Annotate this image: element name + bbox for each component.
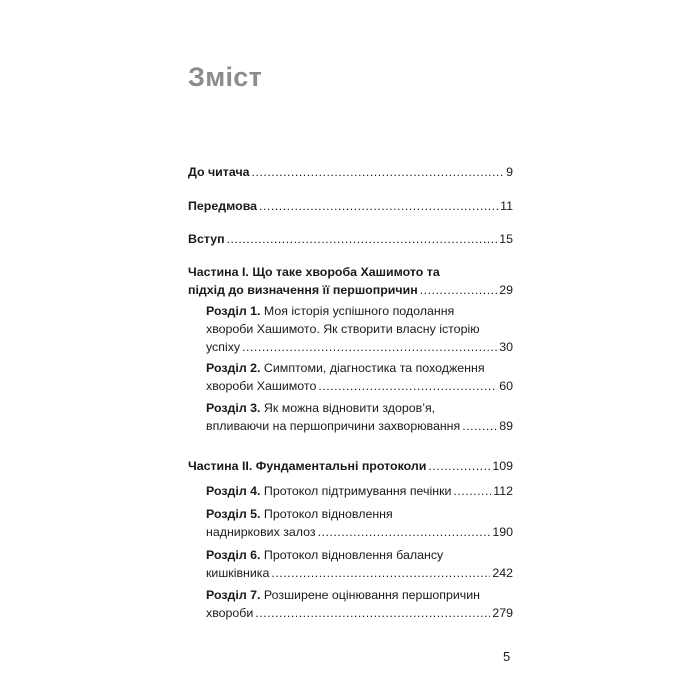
toc-page-number: 89 bbox=[499, 419, 513, 433]
toc-entry-to-reader[interactable] bbox=[188, 163, 513, 181]
toc-entry-foreword[interactable] bbox=[188, 197, 513, 215]
toc-entry-chapter-6[interactable] bbox=[206, 546, 513, 582]
toc-page-number: 30 bbox=[499, 340, 513, 354]
toc-entry-label: Частина II. Фундаментальні протоколи bbox=[188, 459, 427, 473]
toc-entry-line: підхід до визначення її першопричин bbox=[188, 283, 418, 297]
chapter-prefix: Розділ 3. bbox=[206, 401, 261, 415]
toc-page-number: 242 bbox=[492, 566, 513, 580]
toc-page-number: 15 bbox=[499, 232, 513, 246]
toc-entry-chapter-1[interactable] bbox=[206, 302, 513, 356]
leader-dots bbox=[252, 163, 505, 181]
toc-entry-line: Протокол підтримування печінки bbox=[260, 484, 452, 498]
leader-dots bbox=[242, 338, 497, 356]
chapter-prefix: Розділ 2. bbox=[206, 361, 261, 375]
toc-entry-line: хвороби bbox=[206, 606, 254, 620]
chapter-prefix: Розділ 6. bbox=[206, 548, 261, 562]
toc-entry-line: Протокол відновлення балансу bbox=[260, 548, 444, 562]
leader-dots bbox=[227, 230, 498, 248]
leader-dots bbox=[318, 377, 497, 395]
toc-entry-line: кишківника bbox=[206, 566, 270, 580]
toc-entry-chapter-5[interactable] bbox=[206, 505, 513, 541]
leader-dots bbox=[255, 604, 490, 622]
toc-entry-line: надниркових залоз bbox=[206, 525, 316, 539]
toc-entry-line: Частина I. Що таке хвороба Хашимото та bbox=[188, 265, 440, 279]
leader-dots bbox=[259, 197, 498, 215]
toc-entry-part-1[interactable] bbox=[188, 263, 513, 299]
toc-entry-chapter-4[interactable] bbox=[206, 482, 513, 500]
toc-entry-line: успіху bbox=[206, 340, 241, 354]
toc-entry-chapter-7[interactable] bbox=[206, 586, 513, 622]
chapter-prefix: Розділ 1. bbox=[206, 304, 261, 318]
toc-page-number: 109 bbox=[492, 459, 513, 473]
toc-entry-part-2[interactable] bbox=[188, 457, 513, 475]
leader-dots bbox=[271, 564, 490, 582]
toc-page-number: 9 bbox=[506, 165, 513, 179]
toc-page-number: 190 bbox=[492, 525, 513, 539]
toc-entry-line: Як можна відновити здоров’я, bbox=[260, 401, 436, 415]
page-title: Зміст bbox=[188, 62, 263, 92]
toc-entry-label: Вступ bbox=[188, 232, 225, 246]
leader-dots bbox=[420, 281, 497, 299]
chapter-prefix: Розділ 5. bbox=[206, 507, 261, 521]
toc-page-number: 11 bbox=[500, 199, 513, 213]
chapter-prefix: Розділ 7. bbox=[206, 588, 261, 602]
toc-entry-line: Протокол відновлення bbox=[260, 507, 393, 521]
toc-entry-line: Розширене оцінювання першопричин bbox=[260, 588, 481, 602]
toc-entry-line: Симптоми, діагностика та походження bbox=[260, 361, 485, 375]
leader-dots bbox=[428, 457, 490, 475]
toc-entry-label: До читача bbox=[188, 165, 250, 179]
toc-entry-introduction[interactable] bbox=[188, 230, 513, 248]
toc-entry-line: впливаючи на першопричини захворювання bbox=[206, 419, 461, 433]
toc-entry-chapter-2[interactable] bbox=[206, 359, 513, 395]
toc-page-number: 60 bbox=[499, 379, 513, 393]
leader-dots bbox=[453, 482, 491, 500]
toc-entry-line: хвороби Хашимото bbox=[206, 379, 317, 393]
toc-page-number: 112 bbox=[493, 484, 513, 498]
toc-entry-line: хвороби Хашимото. Як створити власну історію bbox=[206, 322, 480, 336]
toc-page-number: 279 bbox=[492, 606, 513, 620]
toc-entry-line: Моя історія успішного подолання bbox=[260, 304, 455, 318]
chapter-prefix: Розділ 4. bbox=[206, 484, 261, 498]
leader-dots bbox=[318, 523, 491, 541]
toc-page-number: 29 bbox=[499, 283, 513, 297]
toc-entry-chapter-3[interactable] bbox=[206, 399, 513, 435]
leader-dots bbox=[462, 417, 497, 435]
toc-entry-label: Передмова bbox=[188, 199, 258, 213]
page-number: 5 bbox=[503, 649, 511, 664]
